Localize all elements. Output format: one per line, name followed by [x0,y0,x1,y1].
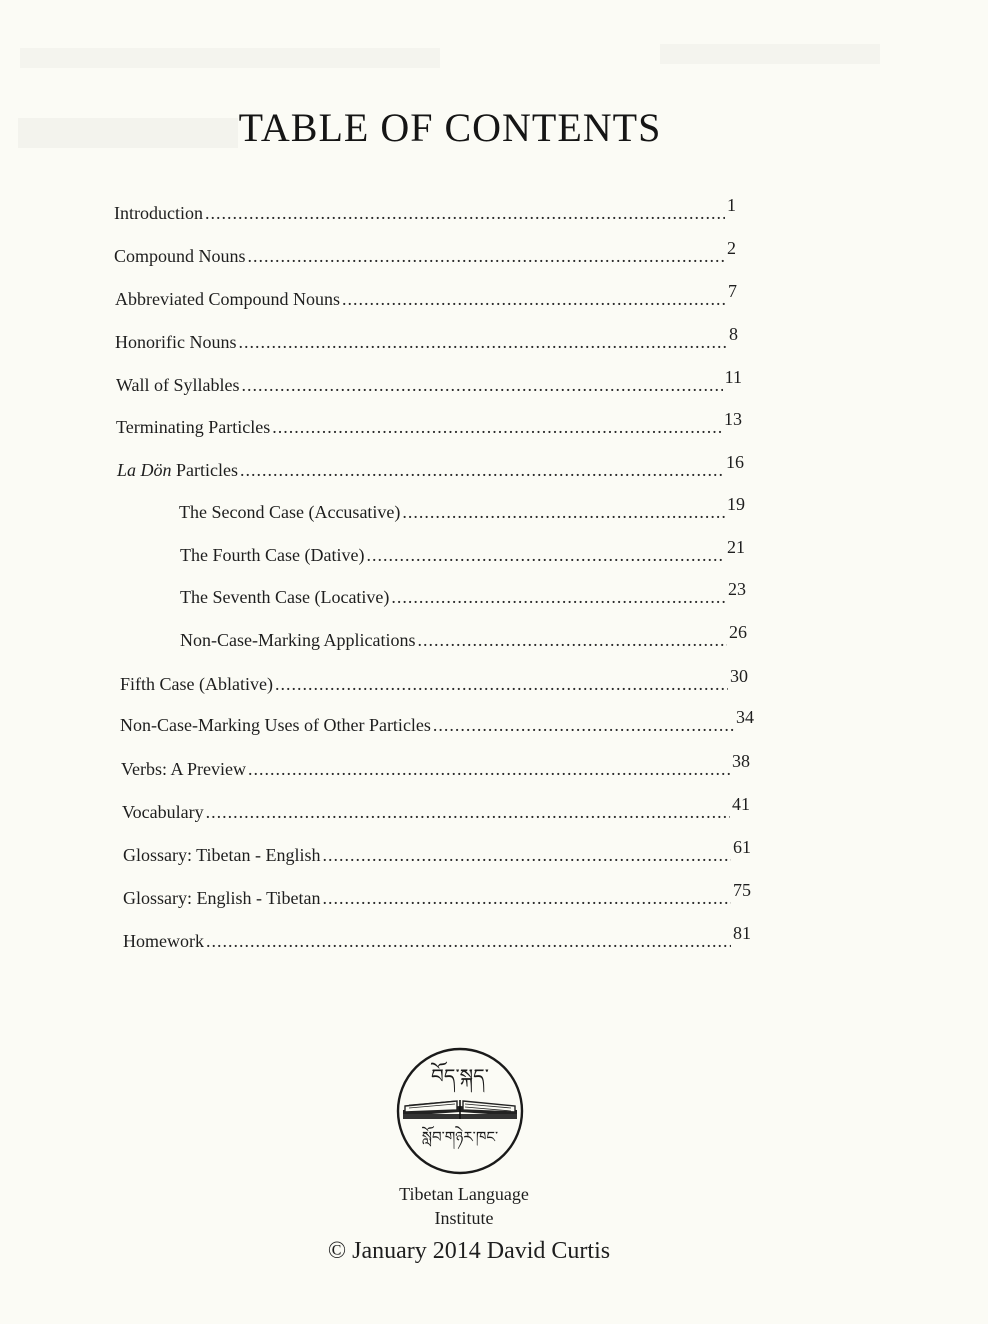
toc-leader-dots [205,202,725,224]
toc-leader-dots [206,930,731,952]
toc-page-number: 34 [736,707,754,727]
toc-entry-vocabulary [122,794,750,823]
toc-entry-label: Vocabulary [122,802,204,822]
toc-entry-second-case [179,494,745,523]
institute-logo [395,1046,525,1176]
toc-leader-dots [433,714,734,736]
toc-entry-homework [123,923,751,952]
toc-page-number: 30 [730,666,748,686]
toc-page-number: 41 [732,794,750,814]
toc-page-number: 38 [732,751,750,771]
toc-entry-introduction [114,195,736,224]
toc-leader-dots [366,544,725,566]
toc-entry-label: Homework [123,931,204,951]
toc-leader-dots [206,801,730,823]
toc-page-number: 21 [727,537,745,557]
page-title: TABLE OF CONTENTS [238,105,662,150]
toc-page-number: 11 [724,367,742,387]
toc-entry-fifth-case [120,666,748,695]
toc-entry-seventh-case [180,579,746,608]
institute-name-line1: Tibetan Language [399,1184,529,1204]
toc-entry-label: Compound Nouns [114,246,246,266]
toc-leader-dots [238,331,727,353]
toc-entry-terminating-particles [116,409,742,438]
toc-entry-label-rest: Particles [171,460,238,480]
toc-entry-label-italic: La Dön [117,460,172,480]
toc-entry-label: Verbs: A Preview [121,759,246,779]
toc-leader-dots [323,887,731,909]
toc-entry-glossary-tibetan-english [123,837,751,866]
toc-page-number: 7 [728,281,737,301]
toc-page-number: 23 [728,579,746,599]
toc-entry-label: Fifth Case (Ablative) [120,674,273,694]
toc-page-number: 19 [727,494,745,514]
open-book-icon [403,1100,517,1119]
institute-name-line2: Institute [434,1208,494,1228]
toc-leader-dots [240,459,724,481]
copyright-notice: © January 2014 David Curtis [327,1238,611,1264]
toc-entry-glossary-english-tibetan [123,880,751,909]
toc-page-number: 16 [726,452,744,472]
toc-entry-la-don-particles [117,452,744,481]
toc-entry-label: The Second Case (Accusative) [179,502,401,522]
toc-entry-label: Terminating Particles [116,417,271,437]
toc-entry-label: Non-Case-Marking Applications [180,630,416,650]
toc-leader-dots [275,673,728,695]
toc-leader-dots [248,758,730,780]
toc-page-number: 13 [724,409,742,429]
logo-top-text: བོད་སྐད་ [431,1064,489,1088]
toc-page-number: 26 [729,622,747,642]
toc-leader-dots [391,586,726,608]
toc-leader-dots [272,416,722,438]
toc-entry-label: The Seventh Case (Locative) [180,587,390,607]
toc-entry-label: Abbreviated Compound Nouns [115,289,340,309]
toc-page-number: 75 [733,880,751,900]
toc-entry-label: Wall of Syllables [116,375,240,395]
toc-entry-verbs-a-preview [121,751,750,780]
bleed-through-line [20,48,440,68]
toc-leader-dots [242,374,723,396]
toc-page-number: 1 [727,195,736,215]
toc-entry-compound-nouns [114,238,736,267]
toc-entry-non-case-marking-uses [120,707,754,736]
toc-leader-dots [417,629,727,651]
toc-entry-label: The Fourth Case (Dative) [180,545,365,565]
toc-entry-label [117,459,238,481]
toc-entry-fourth-case [180,537,745,566]
toc-entry-abbreviated-compound-nouns [115,281,737,310]
toc-entry-label: Glossary: Tibetan - English [123,845,321,865]
toc-entry-label: Introduction [114,203,203,223]
toc-leader-dots [342,288,726,310]
toc-entry-label: Honorific Nouns [115,332,237,352]
toc-page-number: 81 [733,923,751,943]
toc-leader-dots [402,501,725,523]
bleed-through-line [660,44,880,64]
logo-bottom-text: སློབ་གཉེར་ཁང་ [421,1128,499,1146]
toc-page-number: 2 [727,238,736,258]
toc-entry-wall-of-syllables [116,367,742,396]
toc-leader-dots [248,245,725,267]
toc-page-number: 61 [733,837,751,857]
toc-entry-label: Glossary: English - Tibetan [123,888,321,908]
toc-entry-non-case-marking-applications [180,622,747,651]
toc-page-number: 8 [729,324,738,344]
toc-entry-honorific-nouns [115,324,738,353]
toc-entry-label: Non-Case-Marking Uses of Other Particles [120,715,431,735]
toc-leader-dots [323,844,731,866]
